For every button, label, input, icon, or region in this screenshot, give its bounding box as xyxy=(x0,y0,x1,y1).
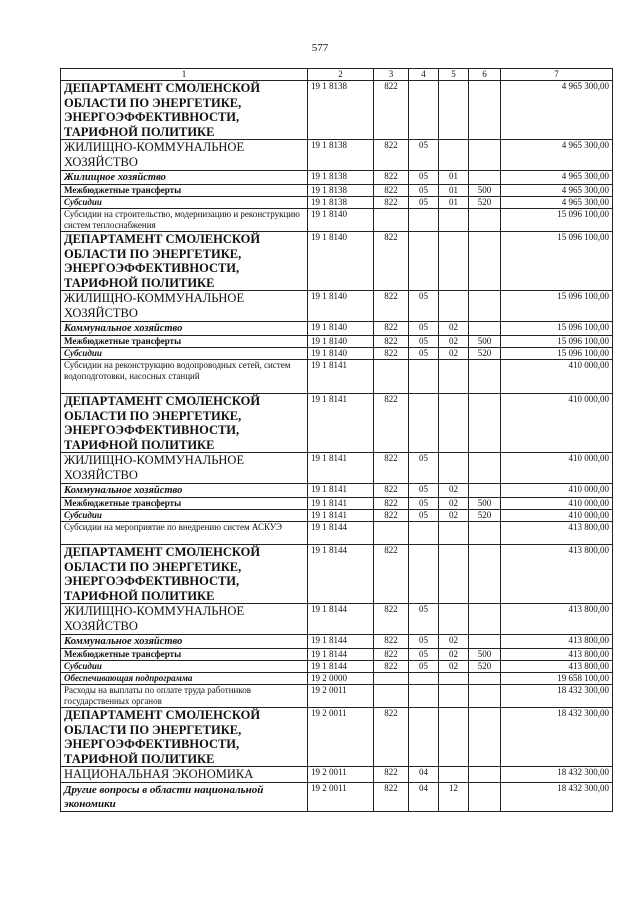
row-code: 19 1 8144 xyxy=(308,649,374,661)
header-row xyxy=(61,69,613,81)
row-ministry: 822 xyxy=(374,291,409,322)
row-subsection: 02 xyxy=(439,498,469,510)
row-name: Межбюджетные трансферты xyxy=(61,498,308,510)
table-row xyxy=(61,649,613,661)
row-subsection xyxy=(439,140,469,171)
header-cell: 5 xyxy=(439,69,469,81)
row-amount: 4 965 300,00 xyxy=(501,81,613,140)
row-ministry: 822 xyxy=(374,232,409,291)
row-expense-type xyxy=(469,708,501,767)
row-name: Обеспечивающая подпрограмма xyxy=(61,673,308,685)
row-expense-type: 520 xyxy=(469,348,501,360)
row-subsection xyxy=(439,673,469,685)
row-code: 19 1 8138 xyxy=(308,171,374,185)
page-number: 577 xyxy=(311,42,329,54)
row-section: 05 xyxy=(409,171,439,185)
row-code: 19 1 8141 xyxy=(308,360,374,394)
row-name: Межбюджетные трансферты xyxy=(61,336,308,348)
row-section xyxy=(409,685,439,708)
row-subsection xyxy=(439,394,469,453)
header-cell: 4 xyxy=(409,69,439,81)
row-code: 19 1 8141 xyxy=(308,510,374,522)
row-amount: 15 096 100,00 xyxy=(501,322,613,336)
table-row xyxy=(61,635,613,649)
row-expense-type: 500 xyxy=(469,336,501,348)
row-expense-type xyxy=(469,232,501,291)
row-name: ДЕПАРТАМЕНТ СМОЛЕНСКОЙ ОБЛАСТИ ПО ЭНЕРГЕТИКЕ, ЭНЕРГОЭФФЕКТИВНОСТИ, ТАРИФНОЙ ПОЛИТИКЕ xyxy=(61,81,308,140)
row-ministry: 822 xyxy=(374,498,409,510)
row-name: ЖИЛИЩНО-КОММУНАЛЬНОЕ ХОЗЯЙСТВО xyxy=(61,140,308,171)
row-subsection: 02 xyxy=(439,510,469,522)
row-section: 05 xyxy=(409,649,439,661)
row-code: 19 1 8138 xyxy=(308,81,374,140)
row-section: 04 xyxy=(409,783,439,812)
row-section: 04 xyxy=(409,767,439,783)
budget-table xyxy=(60,68,613,812)
row-ministry: 822 xyxy=(374,348,409,360)
row-amount: 15 096 100,00 xyxy=(501,209,613,232)
row-expense-type xyxy=(469,685,501,708)
row-amount: 413 800,00 xyxy=(501,635,613,649)
header-cell: 3 xyxy=(374,69,409,81)
row-name: Субсидии на реконструкцию водопроводных сетей, систем водоподготовки, насосных станций xyxy=(61,360,308,394)
row-expense-type: 520 xyxy=(469,197,501,209)
row-ministry: 822 xyxy=(374,171,409,185)
table-row xyxy=(61,140,613,171)
table-row xyxy=(61,185,613,197)
row-amount: 19 658 100,00 xyxy=(501,673,613,685)
row-ministry: 822 xyxy=(374,322,409,336)
row-section: 05 xyxy=(409,635,439,649)
row-amount: 4 965 300,00 xyxy=(501,140,613,171)
table-row xyxy=(61,522,613,545)
row-section xyxy=(409,81,439,140)
row-amount: 4 965 300,00 xyxy=(501,171,613,185)
row-name: ЖИЛИЩНО-КОММУНАЛЬНОЕ ХОЗЯЙСТВО xyxy=(61,604,308,635)
row-name: ДЕПАРТАМЕНТ СМОЛЕНСКОЙ ОБЛАСТИ ПО ЭНЕРГЕТИКЕ, ЭНЕРГОЭФФЕКТИВНОСТИ, ТАРИФНОЙ ПОЛИТИКЕ xyxy=(61,232,308,291)
table-row xyxy=(61,708,613,767)
row-ministry: 822 xyxy=(374,604,409,635)
row-expense-type xyxy=(469,484,501,498)
table-body xyxy=(61,81,613,812)
row-code: 19 1 8140 xyxy=(308,291,374,322)
row-section xyxy=(409,232,439,291)
table-row xyxy=(61,545,613,604)
row-amount: 18 432 300,00 xyxy=(501,767,613,783)
row-section: 05 xyxy=(409,322,439,336)
row-code: 19 1 8144 xyxy=(308,522,374,545)
row-code: 19 1 8138 xyxy=(308,197,374,209)
row-name: ЖИЛИЩНО-КОММУНАЛЬНОЕ ХОЗЯЙСТВО xyxy=(61,291,308,322)
row-ministry: 822 xyxy=(374,510,409,522)
row-code: 19 1 8138 xyxy=(308,140,374,171)
row-section: 05 xyxy=(409,140,439,171)
row-subsection: 02 xyxy=(439,336,469,348)
row-code: 19 2 0011 xyxy=(308,767,374,783)
row-ministry xyxy=(374,360,409,394)
row-name: Субсидии xyxy=(61,197,308,209)
row-ministry: 822 xyxy=(374,185,409,197)
row-expense-type xyxy=(469,171,501,185)
row-subsection xyxy=(439,604,469,635)
row-amount: 413 800,00 xyxy=(501,545,613,604)
row-section: 05 xyxy=(409,661,439,673)
row-amount: 413 800,00 xyxy=(501,522,613,545)
row-name: Субсидии xyxy=(61,661,308,673)
row-subsection xyxy=(439,81,469,140)
row-expense-type xyxy=(469,394,501,453)
table-row xyxy=(61,232,613,291)
row-name: Жилищное хозяйство xyxy=(61,171,308,185)
row-amount: 15 096 100,00 xyxy=(501,348,613,360)
row-name: ЖИЛИЩНО-КОММУНАЛЬНОЕ ХОЗЯЙСТВО xyxy=(61,453,308,484)
row-expense-type xyxy=(469,291,501,322)
row-ministry: 822 xyxy=(374,197,409,209)
row-expense-type xyxy=(469,322,501,336)
row-code: 19 1 8144 xyxy=(308,661,374,673)
row-amount: 410 000,00 xyxy=(501,453,613,484)
row-code: 19 1 8140 xyxy=(308,336,374,348)
row-section xyxy=(409,209,439,232)
row-name: Субсидии xyxy=(61,348,308,360)
row-ministry: 822 xyxy=(374,81,409,140)
row-section: 05 xyxy=(409,348,439,360)
row-expense-type xyxy=(469,453,501,484)
row-code: 19 1 8144 xyxy=(308,545,374,604)
row-code: 19 1 8141 xyxy=(308,498,374,510)
table-row xyxy=(61,604,613,635)
row-name: Субсидии xyxy=(61,510,308,522)
row-code: 19 1 8140 xyxy=(308,209,374,232)
row-amount: 410 000,00 xyxy=(501,498,613,510)
row-subsection xyxy=(439,545,469,604)
row-amount: 410 000,00 xyxy=(501,484,613,498)
row-expense-type xyxy=(469,209,501,232)
row-code: 19 2 0000 xyxy=(308,673,374,685)
row-amount: 410 000,00 xyxy=(501,394,613,453)
row-subsection xyxy=(439,209,469,232)
table-row xyxy=(61,661,613,673)
row-subsection: 02 xyxy=(439,635,469,649)
row-subsection xyxy=(439,708,469,767)
row-amount: 413 800,00 xyxy=(501,649,613,661)
row-ministry: 822 xyxy=(374,453,409,484)
row-name: Коммунальное хозяйство xyxy=(61,635,308,649)
table-row xyxy=(61,767,613,783)
row-section: 05 xyxy=(409,453,439,484)
row-section xyxy=(409,522,439,545)
row-ministry: 822 xyxy=(374,649,409,661)
row-amount: 15 096 100,00 xyxy=(501,336,613,348)
row-expense-type xyxy=(469,140,501,171)
row-code: 19 2 0011 xyxy=(308,708,374,767)
row-expense-type xyxy=(469,604,501,635)
row-code: 19 1 8141 xyxy=(308,453,374,484)
row-code: 19 1 8140 xyxy=(308,322,374,336)
row-subsection: 02 xyxy=(439,322,469,336)
row-expense-type xyxy=(469,767,501,783)
row-name: Межбюджетные трансферты xyxy=(61,185,308,197)
row-subsection: 01 xyxy=(439,171,469,185)
table-row xyxy=(61,171,613,185)
row-code: 19 1 8144 xyxy=(308,635,374,649)
row-amount: 4 965 300,00 xyxy=(501,185,613,197)
table-row xyxy=(61,81,613,140)
row-ministry xyxy=(374,209,409,232)
row-code: 19 1 8144 xyxy=(308,604,374,635)
row-section xyxy=(409,673,439,685)
row-expense-type: 520 xyxy=(469,661,501,673)
row-expense-type xyxy=(469,673,501,685)
row-section: 05 xyxy=(409,604,439,635)
table-row xyxy=(61,673,613,685)
row-amount: 410 000,00 xyxy=(501,510,613,522)
row-name: Субсидии на строительство, модернизацию и реконструкцию систем теплоснабжения xyxy=(61,209,308,232)
row-ministry: 822 xyxy=(374,140,409,171)
row-subsection xyxy=(439,453,469,484)
row-expense-type xyxy=(469,783,501,812)
table-row xyxy=(61,348,613,360)
row-amount: 15 096 100,00 xyxy=(501,291,613,322)
row-subsection xyxy=(439,232,469,291)
row-code: 19 2 0011 xyxy=(308,685,374,708)
row-name: НАЦИОНАЛЬНАЯ ЭКОНОМИКА xyxy=(61,767,308,783)
row-amount: 18 432 300,00 xyxy=(501,708,613,767)
table-row xyxy=(61,484,613,498)
table-row xyxy=(61,685,613,708)
row-code: 19 1 8140 xyxy=(308,348,374,360)
row-ministry xyxy=(374,673,409,685)
row-subsection xyxy=(439,291,469,322)
row-name: Межбюджетные трансферты xyxy=(61,649,308,661)
table-row xyxy=(61,322,613,336)
row-amount: 18 432 300,00 xyxy=(501,685,613,708)
header-cell: 2 xyxy=(308,69,374,81)
row-ministry: 822 xyxy=(374,708,409,767)
row-section: 05 xyxy=(409,291,439,322)
row-section: 05 xyxy=(409,197,439,209)
row-expense-type: 500 xyxy=(469,649,501,661)
row-subsection: 01 xyxy=(439,197,469,209)
row-name: ДЕПАРТАМЕНТ СМОЛЕНСКОЙ ОБЛАСТИ ПО ЭНЕРГЕТИКЕ, ЭНЕРГОЭФФЕКТИВНОСТИ, ТАРИФНОЙ ПОЛИТИКЕ xyxy=(61,708,308,767)
row-amount: 410 000,00 xyxy=(501,360,613,394)
row-amount: 4 965 300,00 xyxy=(501,197,613,209)
row-ministry: 822 xyxy=(374,336,409,348)
row-ministry: 822 xyxy=(374,484,409,498)
row-amount: 413 800,00 xyxy=(501,604,613,635)
row-expense-type: 500 xyxy=(469,498,501,510)
row-ministry: 822 xyxy=(374,635,409,649)
table-row xyxy=(61,510,613,522)
table-row xyxy=(61,360,613,394)
row-name: ДЕПАРТАМЕНТ СМОЛЕНСКОЙ ОБЛАСТИ ПО ЭНЕРГЕТИКЕ, ЭНЕРГОЭФФЕКТИВНОСТИ, ТАРИФНОЙ ПОЛИТИКЕ xyxy=(61,394,308,453)
row-section xyxy=(409,708,439,767)
row-subsection: 01 xyxy=(439,185,469,197)
row-code: 19 1 8141 xyxy=(308,394,374,453)
row-name: Коммунальное хозяйство xyxy=(61,484,308,498)
row-expense-type: 520 xyxy=(469,510,501,522)
row-subsection: 02 xyxy=(439,348,469,360)
row-subsection xyxy=(439,522,469,545)
row-subsection: 02 xyxy=(439,649,469,661)
row-ministry xyxy=(374,685,409,708)
row-ministry xyxy=(374,522,409,545)
row-expense-type xyxy=(469,360,501,394)
row-subsection: 12 xyxy=(439,783,469,812)
row-name: Другие вопросы в области национальной экономики xyxy=(61,783,308,812)
row-ministry: 822 xyxy=(374,767,409,783)
table-row xyxy=(61,209,613,232)
row-expense-type xyxy=(469,545,501,604)
row-subsection xyxy=(439,685,469,708)
row-code: 19 1 8141 xyxy=(308,484,374,498)
row-ministry: 822 xyxy=(374,394,409,453)
row-code: 19 2 0011 xyxy=(308,783,374,812)
row-subsection xyxy=(439,767,469,783)
row-section: 05 xyxy=(409,336,439,348)
table-row xyxy=(61,394,613,453)
row-expense-type: 500 xyxy=(469,185,501,197)
row-ministry: 822 xyxy=(374,783,409,812)
header-cell: 7 xyxy=(501,69,613,81)
table-row xyxy=(61,197,613,209)
row-amount: 15 096 100,00 xyxy=(501,232,613,291)
table-row xyxy=(61,291,613,322)
row-code: 19 1 8140 xyxy=(308,232,374,291)
row-section: 05 xyxy=(409,185,439,197)
row-section xyxy=(409,545,439,604)
row-name: Субсидии на мероприятие по внедрению систем АСКУЭ xyxy=(61,522,308,545)
row-section: 05 xyxy=(409,484,439,498)
table-row xyxy=(61,336,613,348)
table-row xyxy=(61,783,613,812)
row-expense-type xyxy=(469,635,501,649)
row-code: 19 1 8138 xyxy=(308,185,374,197)
row-amount: 413 800,00 xyxy=(501,661,613,673)
row-ministry: 822 xyxy=(374,661,409,673)
header-cell: 6 xyxy=(469,69,501,81)
row-ministry: 822 xyxy=(374,545,409,604)
table-row xyxy=(61,453,613,484)
row-expense-type xyxy=(469,81,501,140)
row-section xyxy=(409,394,439,453)
row-subsection: 02 xyxy=(439,661,469,673)
row-amount: 18 432 300,00 xyxy=(501,783,613,812)
row-subsection xyxy=(439,360,469,394)
table-row xyxy=(61,498,613,510)
row-name: Коммунальное хозяйство xyxy=(61,322,308,336)
row-section xyxy=(409,360,439,394)
row-name: Расходы на выплаты по оплате труда работников государственных органов xyxy=(61,685,308,708)
row-expense-type xyxy=(469,522,501,545)
row-subsection: 02 xyxy=(439,484,469,498)
header-cell: 1 xyxy=(61,69,308,81)
row-name: ДЕПАРТАМЕНТ СМОЛЕНСКОЙ ОБЛАСТИ ПО ЭНЕРГЕТИКЕ, ЭНЕРГОЭФФЕКТИВНОСТИ, ТАРИФНОЙ ПОЛИТИКЕ xyxy=(61,545,308,604)
row-section: 05 xyxy=(409,498,439,510)
row-section: 05 xyxy=(409,510,439,522)
